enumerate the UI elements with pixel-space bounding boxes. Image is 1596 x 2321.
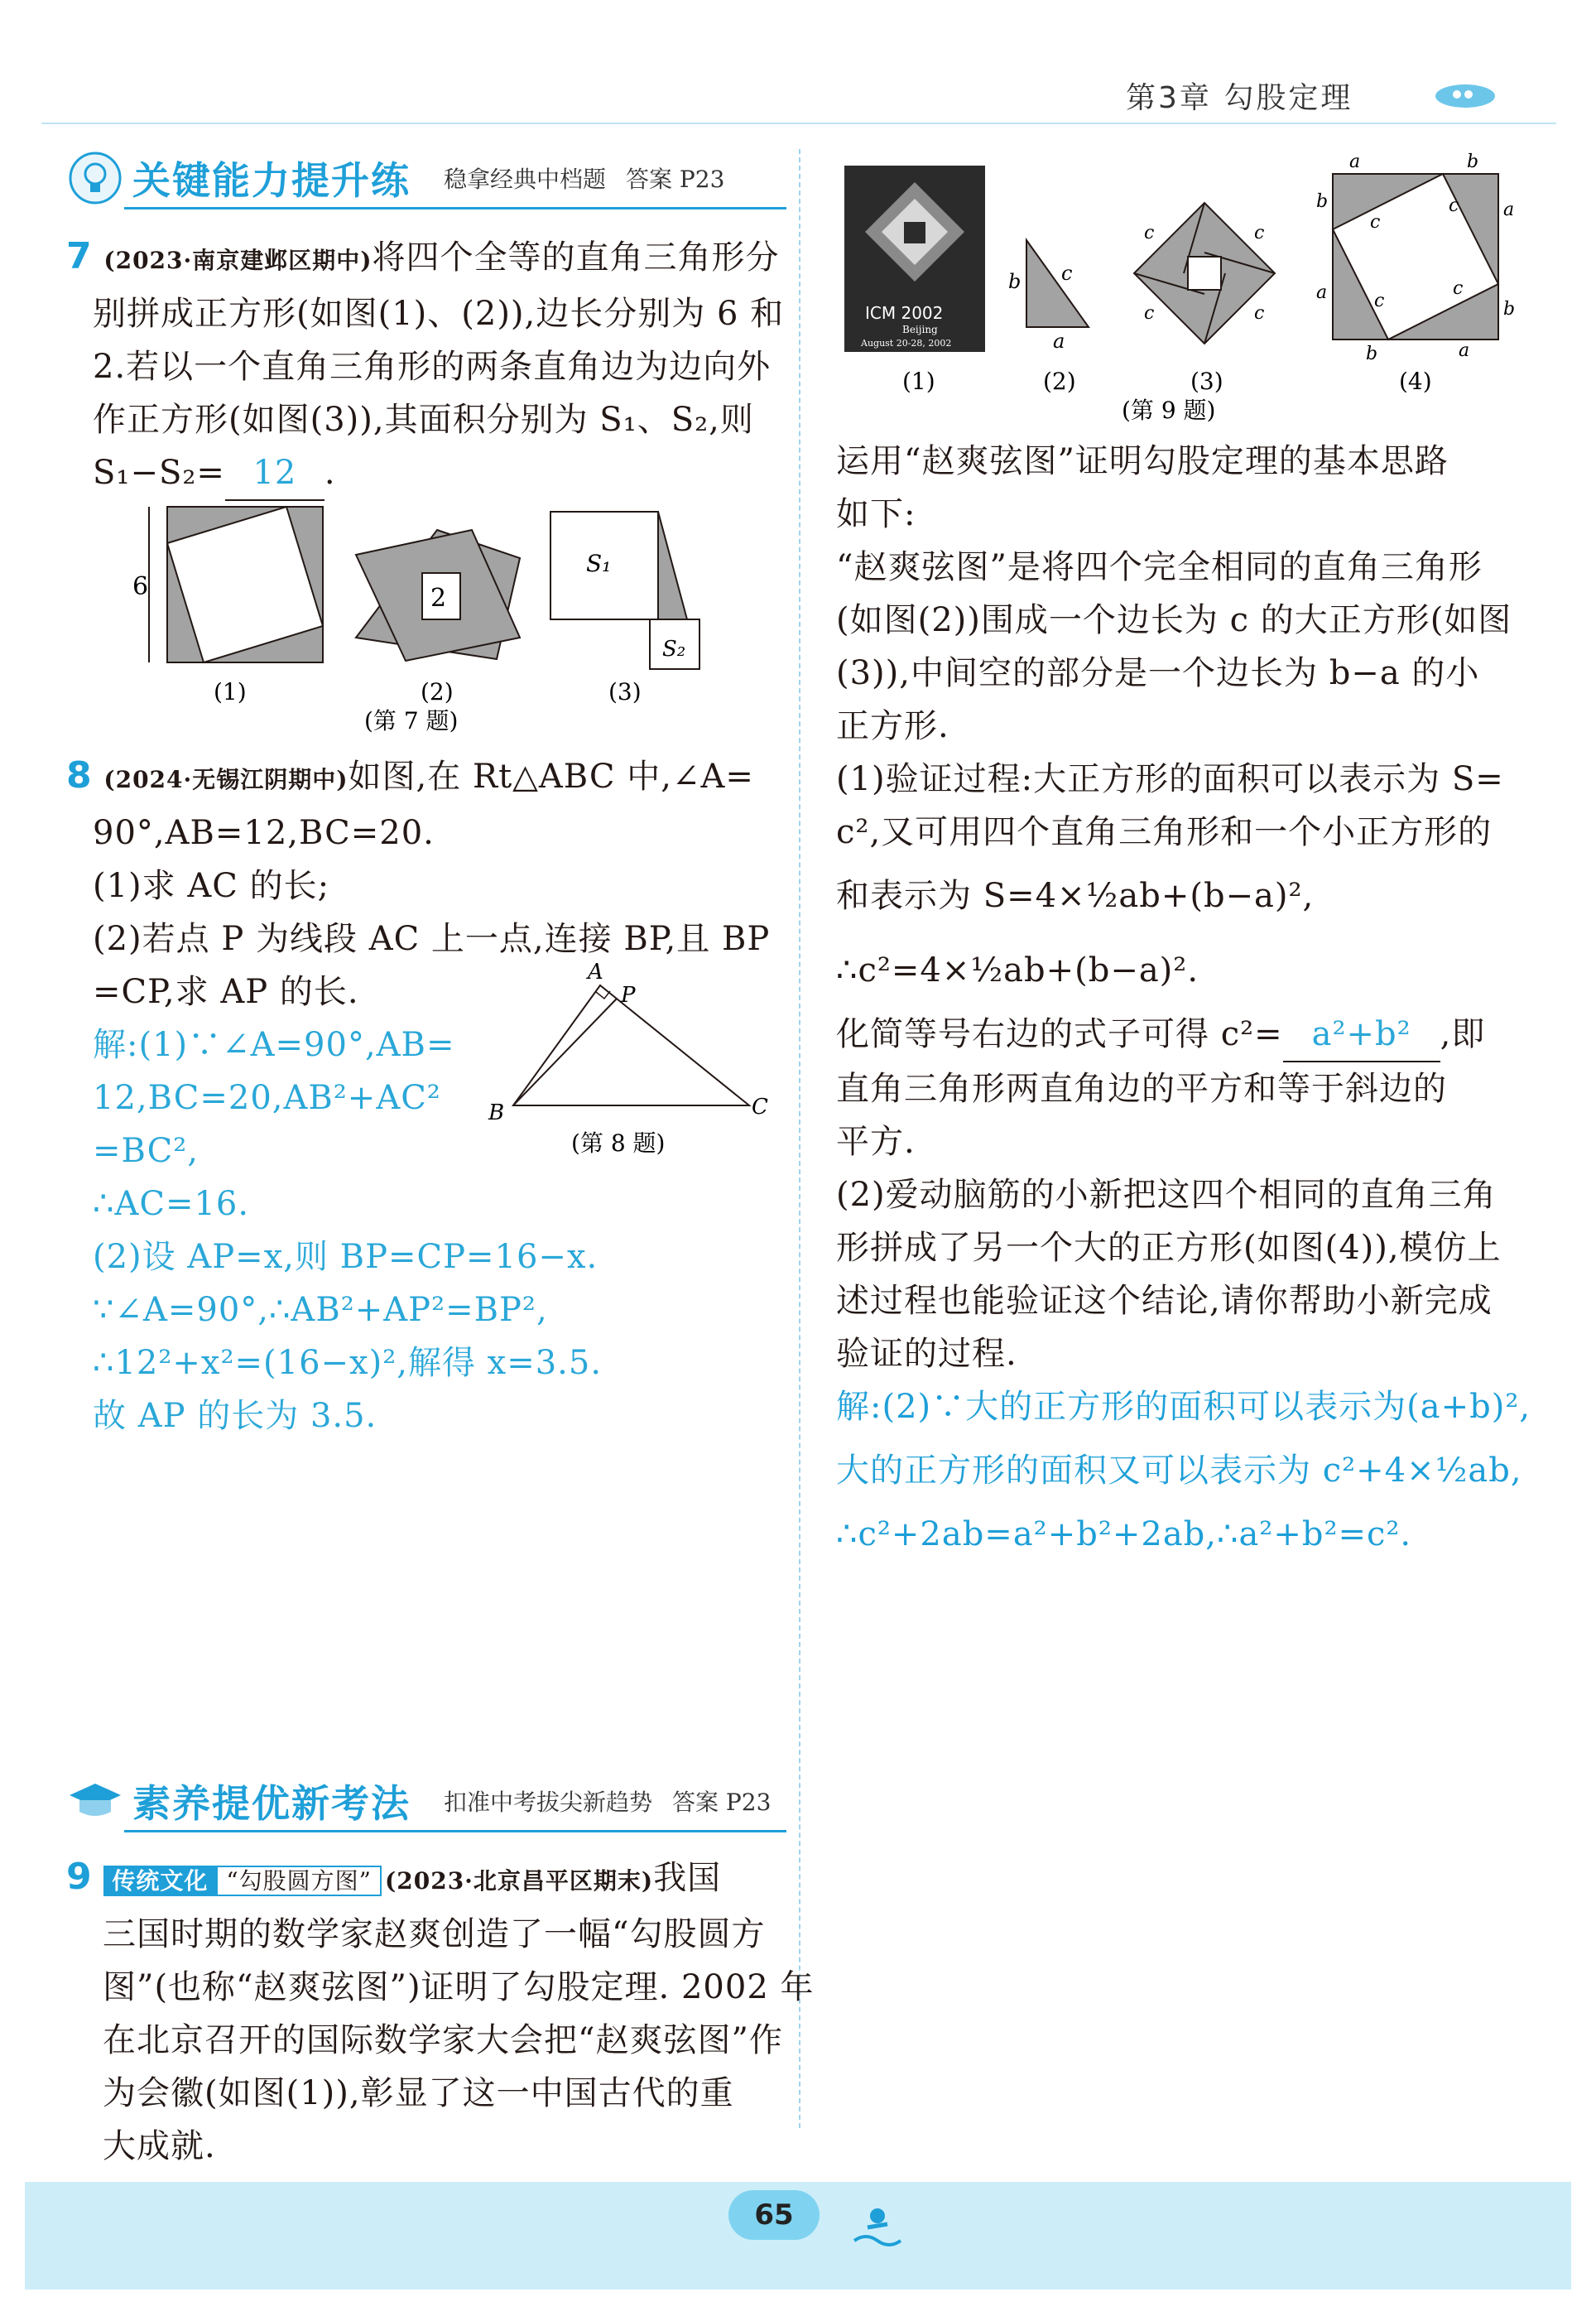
section-underline-2 (124, 1830, 786, 1832)
q9-fig4-a-bottom: a (1459, 340, 1470, 361)
q9-r-6: 正方形. (836, 707, 949, 745)
q9-line-5: 为会徽(如图(1)),彰显了这一中国古代的重 (103, 2074, 734, 2112)
section-header-1 (66, 149, 786, 207)
q9-answer-blank: a²+b² (1283, 1008, 1440, 1062)
section-answer-ref-2: 答案 P23 (672, 1789, 772, 1816)
q7-answer-blank: 12 (225, 446, 324, 501)
q9-fig3-c2: c (1254, 223, 1265, 243)
q9-fig4-c3: c (1374, 291, 1385, 311)
q9-line-1 (66, 1851, 778, 1908)
page-number-badge (728, 2190, 820, 2240)
q9-r-12: 直角三角形两直角边的平方和等于斜边的 (836, 1070, 1447, 1108)
q9-r-17: 验证的过程. (836, 1335, 1017, 1373)
boat-icon (1432, 76, 1498, 116)
q9-r-13: 平方. (836, 1123, 916, 1161)
q8-fig-title: (第 8 题) (571, 1129, 666, 1157)
q9-solution (836, 1380, 1565, 1561)
q7-text-1: 将四个全等的直角三角形分 (372, 238, 780, 277)
q9-r-14: (2)爱动脑筋的小新把这四个相同的直角三角 (836, 1176, 1497, 1214)
q9-r-10: ∴c²=4×½ab+(b−a)². (836, 951, 1199, 990)
q8-sol-3: =BC², (93, 1132, 200, 1170)
q9-fig3-zhao-diagram (1134, 203, 1275, 344)
q7-text-5: S₁−S₂= (93, 454, 225, 492)
q7-source: (2023·南京建邺区期中) (103, 247, 373, 274)
chapter-header (1126, 75, 1523, 116)
q9-r-3: “赵爽弦图”是将四个完全相同的直角三角形 (836, 548, 1483, 586)
q9-fig3-c4: c (1254, 303, 1265, 324)
q7-fig1 (132, 507, 323, 662)
section-subtitle-2: 扣准中考拔尖新趋势 (444, 1789, 653, 1816)
q9-fig4-c2: c (1449, 195, 1459, 216)
q8-number: 8 (66, 754, 93, 797)
q8-sol-1: 解:(1)∵∠A=90°,AB= (93, 1026, 455, 1064)
q9-caption-4: (4) (1399, 368, 1432, 395)
q9-caption-2: (2) (1043, 368, 1076, 395)
q8-sol-4: ∴AC=16. (93, 1185, 250, 1223)
section-answer-ref-1: 答案 P23 (626, 166, 725, 193)
q7-line-4: 作正方形(如图(3)),其面积分别为 S₁、S₂,则 (93, 401, 754, 439)
q9-fig-title: (第 9 题) (1122, 397, 1216, 424)
header-rule (41, 123, 1556, 124)
q9-figures (836, 149, 1565, 431)
icm-logo-city: Beijing (902, 324, 938, 335)
q7-caption-1: (1) (214, 678, 247, 705)
q9-line-6: 大成就. (103, 2127, 216, 2165)
q9-fig3-c1: c (1144, 223, 1155, 243)
question-9-right (836, 435, 1565, 1561)
q9-sol-1: 解:(2)∵大的正方形的面积可以表示为(a+b)², (836, 1388, 1531, 1426)
chapter-title: 第3章 勾股定理 (1126, 81, 1353, 115)
icm-logo (844, 166, 985, 352)
q7-line-2: 别拼成正方形(如图(1)、(2)),边长分别为 6 和 (93, 295, 785, 333)
q7-fig-title: (第 7 题) (364, 707, 459, 734)
q8-source: (2024·无锡江阴期中) (103, 766, 349, 793)
bulb-icon (66, 149, 124, 207)
q9-sol-2: 大的正方形的面积又可以表示为 c²+4×½ab, (836, 1452, 1522, 1490)
q9-sol-3: ∴c²+2ab=a²+b²+2ab,∴a²+b²=c². (836, 1515, 1412, 1553)
q8-label-b: B (488, 1100, 505, 1125)
q8-sol-7: ∴12²+x²=(16−x)²,解得 x=3.5. (93, 1344, 603, 1382)
q9-fig4-b-top: b (1467, 152, 1479, 172)
q9-tag: 传统文化 (103, 1866, 216, 1896)
q7-number: 7 (66, 235, 93, 277)
page-number: 65 (754, 2198, 794, 2232)
q9-r-2: 如下: (836, 495, 916, 533)
q8-label-c: C (752, 1095, 768, 1120)
q7-fig3 (550, 512, 699, 669)
q9-line-3: 图”(也称“赵爽弦图”)证明了勾股定理. 2002 年 (103, 1968, 815, 2006)
q7-line-3: 2.若以一个直角三角形的两条直角边为边向外 (93, 348, 772, 386)
q9-tag2: “勾股圆方图” (216, 1866, 382, 1896)
q7-fig2 (356, 530, 520, 661)
q8-triangle-figure (480, 961, 778, 1168)
q9-fig2-c: c (1061, 262, 1073, 285)
q8-sol-2: 12,BC=20,AB²+AC² (93, 1079, 441, 1117)
q7-line-1 (66, 230, 778, 287)
q7-fig3-s1: S₁ (586, 550, 612, 577)
q9-r-5: (3)),中间空的部分是一个边长为 b−a 的小 (836, 654, 1480, 692)
q8-line-1 (66, 749, 778, 807)
q9-fig4-a-left: a (1316, 282, 1328, 303)
q9-fig3-c3: c (1144, 303, 1155, 324)
q8-label-a: A (588, 961, 603, 985)
column-divider (799, 149, 800, 2128)
q9-r-1: 运用“赵爽弦图”证明勾股定理的基本思路 (836, 442, 1449, 480)
q7-fig2-two: 2 (430, 584, 447, 613)
q7-caption-3: (3) (608, 678, 642, 705)
q9-r-7: (1)验证过程:大正方形的面积可以表示为 S= (836, 760, 1504, 798)
icm-logo-text: ICM 2002 (865, 303, 944, 323)
q9-r-15: 形拼成了另一个大的正方形(如图(4)),模仿上 (836, 1229, 1502, 1267)
q9-r-9: 和表示为 S=4×½ab+(b−a)², (836, 877, 1315, 915)
q7-figures (116, 497, 728, 745)
q7-caption-2: (2) (421, 678, 454, 705)
q9-line-2: 三国时期的数学家赵爽创造了一幅“勾股圆方 (103, 1915, 766, 1953)
q9-fig4-a-top: a (1349, 152, 1361, 172)
section-subtitle-1: 稳拿经典中档题 (444, 166, 607, 193)
q9-caption-1: (1) (902, 368, 935, 395)
q9-r-8: c²,又可用四个直角三角形和一个小正方形的 (836, 813, 1493, 851)
q7-fig3-s2: S₂ (662, 637, 686, 662)
q9-fig2-b: b (1008, 270, 1022, 293)
q9-r-4: (如图(2))围成一个边长为 c 的大正方形(如图 (836, 601, 1512, 639)
section-title-2: 素养提优新考法 (132, 1781, 411, 1826)
q9-fig4-c1: c (1370, 212, 1381, 233)
q9-caption-3: (3) (1190, 368, 1223, 395)
q9-r-11b: ,即 (1440, 1015, 1486, 1053)
q8-line-2: 90°,AB=12,BC=20. (93, 814, 435, 852)
q9-text-1: 我国 (653, 1859, 722, 1897)
q9-fig2-triangle (1008, 240, 1089, 353)
q9-line-4: 在北京召开的国际数学家大会把“赵爽弦图”作 (103, 2021, 783, 2059)
q7-fig1-six: 6 (132, 572, 149, 601)
question-9-left (66, 1851, 815, 2173)
q9-fig4-b-left: b (1316, 191, 1329, 212)
q8-sol-6: ∵∠A=90°,∴AB²+AP²=BP², (93, 1291, 548, 1329)
graduation-cap-icon (66, 1772, 124, 1830)
q9-r-11 (836, 1008, 1565, 1062)
swimmer-icon (844, 2203, 911, 2256)
q9-source: (2023·北京昌平区期末) (385, 1867, 654, 1895)
q8-line-4: (2)若点 P 为线段 AC 上一点,连接 BP,且 BP (93, 920, 771, 958)
q8-text-1: 如图,在 Rt△ABC 中,∠A= (348, 758, 754, 796)
q8-sol-8: 故 AP 的长为 3.5. (93, 1397, 377, 1435)
section-header-2 (66, 1772, 786, 1830)
q9-r-11a: 化简等号右边的式子可得 c²= (836, 1015, 1283, 1053)
q8-line-5: =CP,求 AP 的长. (93, 973, 359, 1011)
q9-number: 9 (66, 1856, 93, 1898)
icm-logo-date: August 20-28, 2002 (861, 338, 952, 349)
q9-fig4-a-right: a (1503, 200, 1515, 220)
q9-fig4-c4: c (1453, 278, 1464, 299)
q7-line-5: S₁−S₂= 12 . (66, 446, 778, 501)
section-underline-1 (124, 207, 786, 209)
q8-sol-5: (2)设 AP=x,则 BP=CP=16−x. (93, 1238, 598, 1276)
q8-line-3: (1)求 AC 的长; (93, 867, 330, 905)
q9-fig2-a: a (1053, 330, 1065, 353)
q9-fig4-b-bottom: b (1366, 344, 1378, 364)
q9-r-16: 述过程也能验证这个结论,请你帮助小新完成 (836, 1282, 1493, 1320)
section-title-1: 关键能力提升练 (132, 158, 411, 203)
question-7 (66, 230, 785, 501)
q9-fig4-square (1316, 152, 1515, 364)
q8-label-p: P (621, 983, 636, 1008)
q9-fig4-b-right: b (1503, 299, 1516, 320)
